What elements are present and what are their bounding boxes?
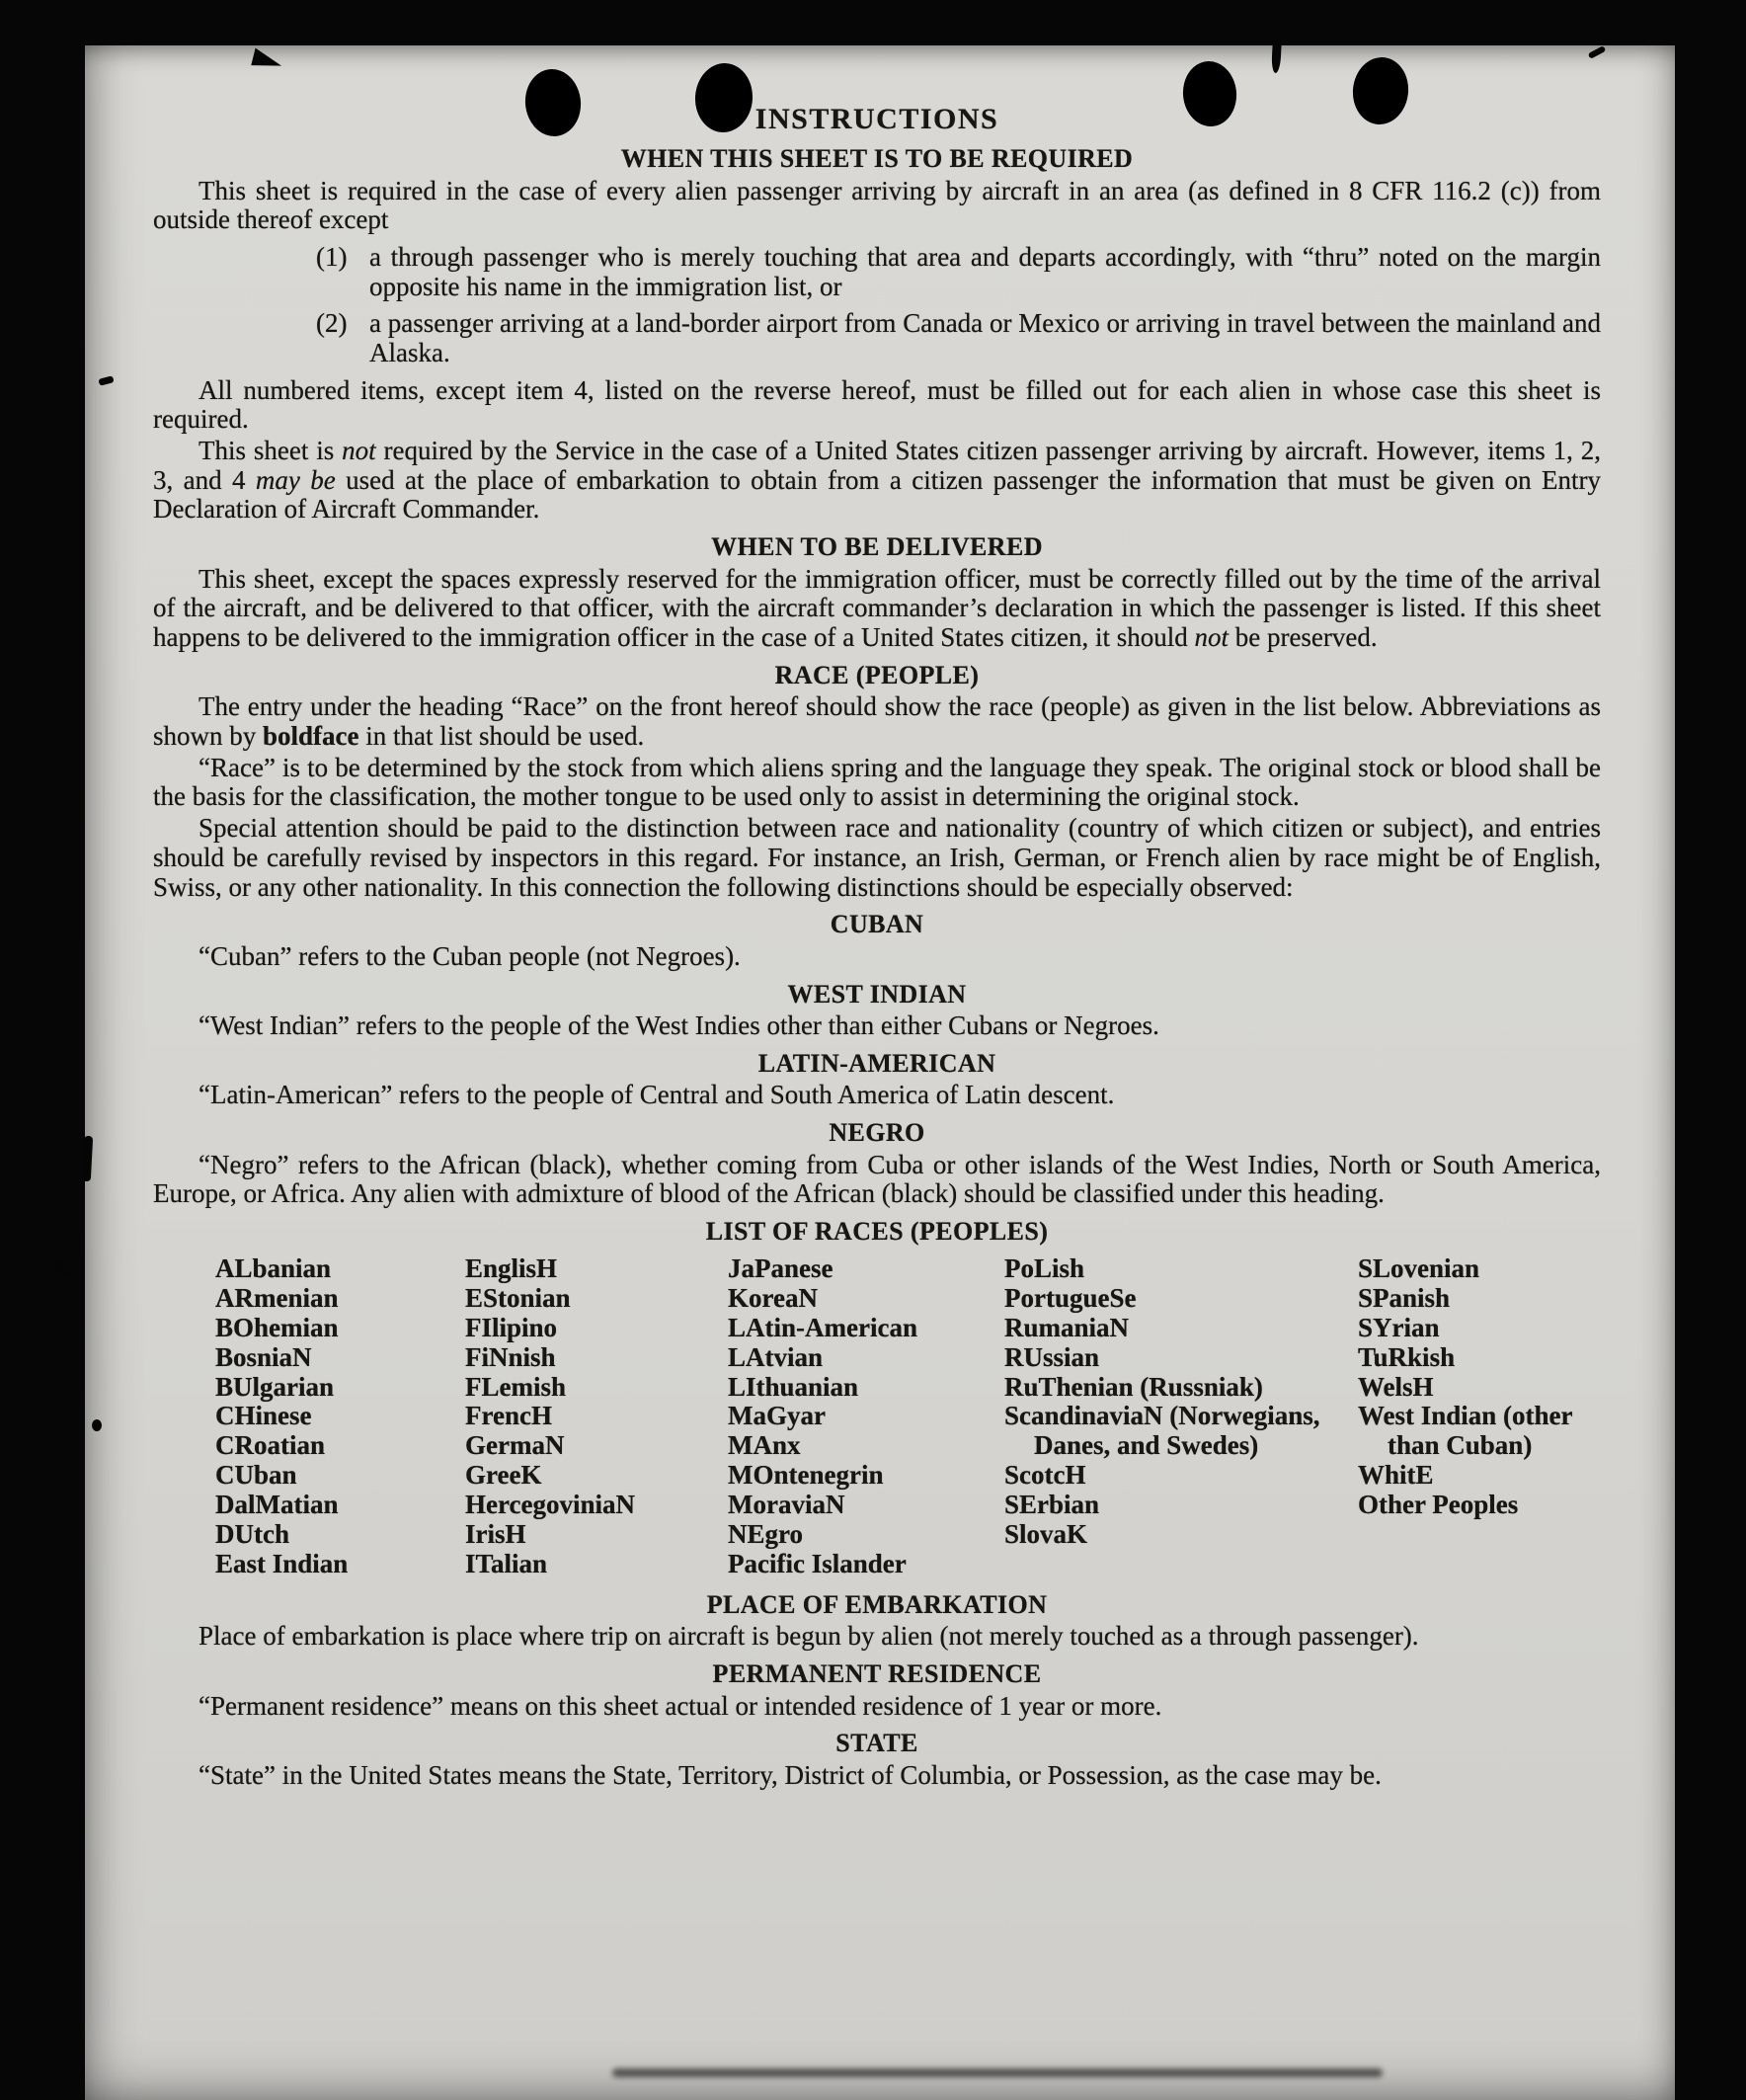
races-list (153, 1254, 1601, 1582)
text-segment: This sheet is (198, 436, 343, 466)
heading-negro: NEGRO (829, 1118, 925, 1148)
race-item: WhitE (1358, 1460, 1434, 1491)
heading-latin-american: LATIN-AMERICAN (757, 1048, 996, 1078)
race-item: SYrian (1358, 1312, 1440, 1342)
race-item: SErbian (1004, 1490, 1100, 1520)
text-segment: used at the place of embarkation to obtain from a citizen passenger the information that must be given on Entry Declaration of Aircraft Commander. (153, 464, 1602, 525)
item-text: a passenger arriving at a land-border airport from Canada or Mexico or arriving in travel between the mainland and Alaska. (369, 308, 1601, 368)
numbered-item-2 (316, 309, 1601, 367)
heading-west-indian: WEST INDIAN (787, 979, 967, 1009)
document-content (85, 45, 1675, 1790)
race-item: MoraviaN (728, 1490, 845, 1520)
heading-place-of-embarkation: PLACE OF EMBARKATION (706, 1589, 1048, 1619)
scan-artifact-smudge (612, 2068, 1383, 2077)
text-segment: may be (255, 464, 336, 495)
text-segment: not (342, 436, 376, 466)
race-item: FiNnish (465, 1341, 556, 1372)
item-number: (1) (316, 241, 348, 272)
paragraph-residence: “Permanent residence” means on this sheet actual or intended residence of 1 year or more. (198, 1690, 1162, 1721)
race-item: EnglisH (465, 1252, 558, 1283)
race-item: RumaniaN (1004, 1312, 1130, 1342)
race-item: GreeK (465, 1460, 542, 1491)
race-item: WelsH (1358, 1371, 1434, 1402)
race-item: SLovenian (1358, 1252, 1480, 1283)
heading-cuban: CUBAN (830, 910, 924, 939)
race-item: IrisH (465, 1519, 526, 1550)
race-item: SlovaK (1004, 1519, 1088, 1550)
document-sheet (85, 45, 1675, 2100)
race-item: CRoatian (215, 1430, 326, 1461)
race-item: FrencH (465, 1401, 552, 1431)
races-column-1 (215, 1254, 454, 1580)
text-segment: boldface (263, 721, 359, 752)
text-segment: required by the Service in the case of a United States citizen passenger arriving by aircraft. However, items 1, 2, 3, and 4 (153, 436, 1601, 495)
text-segment: not (1194, 622, 1229, 653)
race-item: CHinese (215, 1401, 312, 1431)
race-item: ScandinaviaN (Norwegians, Danes, and Swedes) (1004, 1401, 1320, 1461)
races-column-2 (465, 1254, 720, 1580)
race-item: ScotcH (1004, 1460, 1086, 1491)
race-item: FLemish (465, 1371, 567, 1402)
race-item: SPanish (1358, 1282, 1451, 1313)
paragraph-race-determined: “Race” is to be determined by the stock from which aliens spring and the language they speak. The original stock or blood shall be the basis for the classification, the mother tongue to be used only to assist in determining the original stock. (153, 752, 1601, 812)
race-item: RuThenian (Russniak) (1004, 1371, 1263, 1402)
race-item: ALbanian (215, 1252, 332, 1283)
paragraph-negro: “Negro” refers to the African (black), whether coming from Cuba or other islands of the West Indies, North or South America, Europe, or Africa. Any alien with admixture of blood of the African (black) should be classified under this heading. (153, 1149, 1601, 1209)
race-item: West Indian (other than Cuban) (1358, 1401, 1573, 1461)
paragraph-cuban: “Cuban” refers to the Cuban people (not Negroes). (198, 940, 741, 971)
race-item: ITalian (465, 1549, 548, 1579)
race-item: DUtch (215, 1519, 289, 1550)
heading-race-people: RACE (PEOPLE) (774, 660, 980, 689)
text-segment: in that list should be used. (358, 721, 645, 752)
text-segment: The entry under the heading “Race” on the front hereof should show the race (people) as given in the list below. Abbreviations as shown by (153, 691, 1601, 752)
race-item: MOntenegrin (728, 1460, 884, 1491)
race-item: Other Peoples (1358, 1490, 1519, 1520)
race-item: FIlipino (465, 1312, 558, 1342)
race-item: LIthuanian (728, 1371, 859, 1402)
race-item: LAtvian (728, 1341, 824, 1372)
races-column-3 (728, 1254, 996, 1580)
race-item: EStonian (465, 1282, 571, 1313)
race-item: GermaN (465, 1430, 565, 1461)
scan-artifact-blot (92, 1419, 102, 1431)
paragraph-not-required (153, 437, 1601, 525)
race-item: TuRkish (1358, 1341, 1456, 1372)
race-item: PortugueSe (1004, 1282, 1137, 1313)
race-item: DalMatian (215, 1490, 339, 1520)
heading-permanent-residence: PERMANENT RESIDENCE (712, 1658, 1042, 1688)
heading-list-of-races: LIST OF RACES (PEOPLES) (705, 1217, 1049, 1247)
race-item: ARmenian (215, 1282, 339, 1313)
paragraph-latin-american: “Latin-American” refers to the people of Central and South America of Latin descent. (198, 1080, 1115, 1110)
text-segment: This sheet, except the spaces expressly reserved for the immigration officer, must be correctly filled out by the time of the arrival of the aircraft, and be delivered to that officer, with the aircraft commander’s declaration in which the passenger is listed. If this sheet happens to be delivered to the immigration officer in the case of a United States citizen, it should (153, 563, 1601, 653)
race-item: PoLish (1004, 1252, 1085, 1283)
race-item: LAtin-American (728, 1312, 917, 1342)
race-item: KoreaN (728, 1282, 818, 1313)
paragraph-delivered (153, 565, 1601, 653)
race-item: NEgro (728, 1519, 804, 1550)
race-item: East Indian (215, 1549, 349, 1579)
race-item: CUban (215, 1460, 297, 1491)
paragraph-race-entry (153, 692, 1601, 751)
item-text: a through passenger who is merely touching that area and departs accordingly, with “thru” noted on the margin opposite his name in the immigration list, or (369, 241, 1601, 301)
race-item: Pacific Islander (728, 1549, 907, 1579)
page-title: INSTRUCTIONS (754, 103, 999, 135)
paragraph-all-numbered-items: All numbered items, except item 4, listed on the reverse hereof, must be filled out for each alien in whose case this sheet is required. (153, 374, 1601, 435)
race-item: RUssian (1004, 1341, 1100, 1372)
race-item: HercegoviniaN (465, 1490, 635, 1520)
paragraph-embarkation: Place of embarkation is place where trip on aircraft is begun by alien (not merely touched as a through passenger). (198, 1621, 1419, 1652)
race-item: BosniaN (215, 1341, 312, 1372)
paragraph-race-nationality: Special attention should be paid to the distinction between race and nationality (country of which citizen or subject), and entries should be carefully revised by inspectors in this regard. For instance, an Irish, German, or French alien by race might be of English, Swiss, or any other nationality. In this connection the following distinctions should be especially observed: (153, 813, 1601, 902)
heading-when-delivered: WHEN TO BE DELIVERED (711, 532, 1043, 562)
race-item: BOhemian (215, 1312, 339, 1342)
paragraph-state: “State” in the United States means the State, Territory, District of Columbia, or Possession, as the case may be. (198, 1759, 1382, 1790)
numbered-item-1 (316, 243, 1601, 301)
heading-when-required: WHEN THIS SHEET IS TO BE REQUIRED (620, 144, 1134, 173)
races-column-4 (1004, 1254, 1350, 1551)
item-number: (2) (316, 308, 348, 339)
paragraph-west-indian: “West Indian” refers to the people of the West Indies other than either Cubans or Negroes. (198, 1010, 1159, 1041)
scan-artifact-blot (49, 1262, 71, 1279)
text-segment: be preserved. (1228, 622, 1378, 653)
heading-state: STATE (835, 1729, 918, 1758)
race-item: MAnx (728, 1430, 801, 1461)
race-item: MaGyar (728, 1401, 826, 1431)
race-item: BUlgarian (215, 1371, 335, 1402)
race-item: JaPanese (728, 1252, 833, 1283)
paragraph-required-intro: This sheet is required in the case of every alien passenger arriving by aircraft in an area (as defined in 8 CFR 116.2 (c)) from outside thereof except (153, 175, 1601, 235)
races-column-5 (1358, 1254, 1605, 1521)
